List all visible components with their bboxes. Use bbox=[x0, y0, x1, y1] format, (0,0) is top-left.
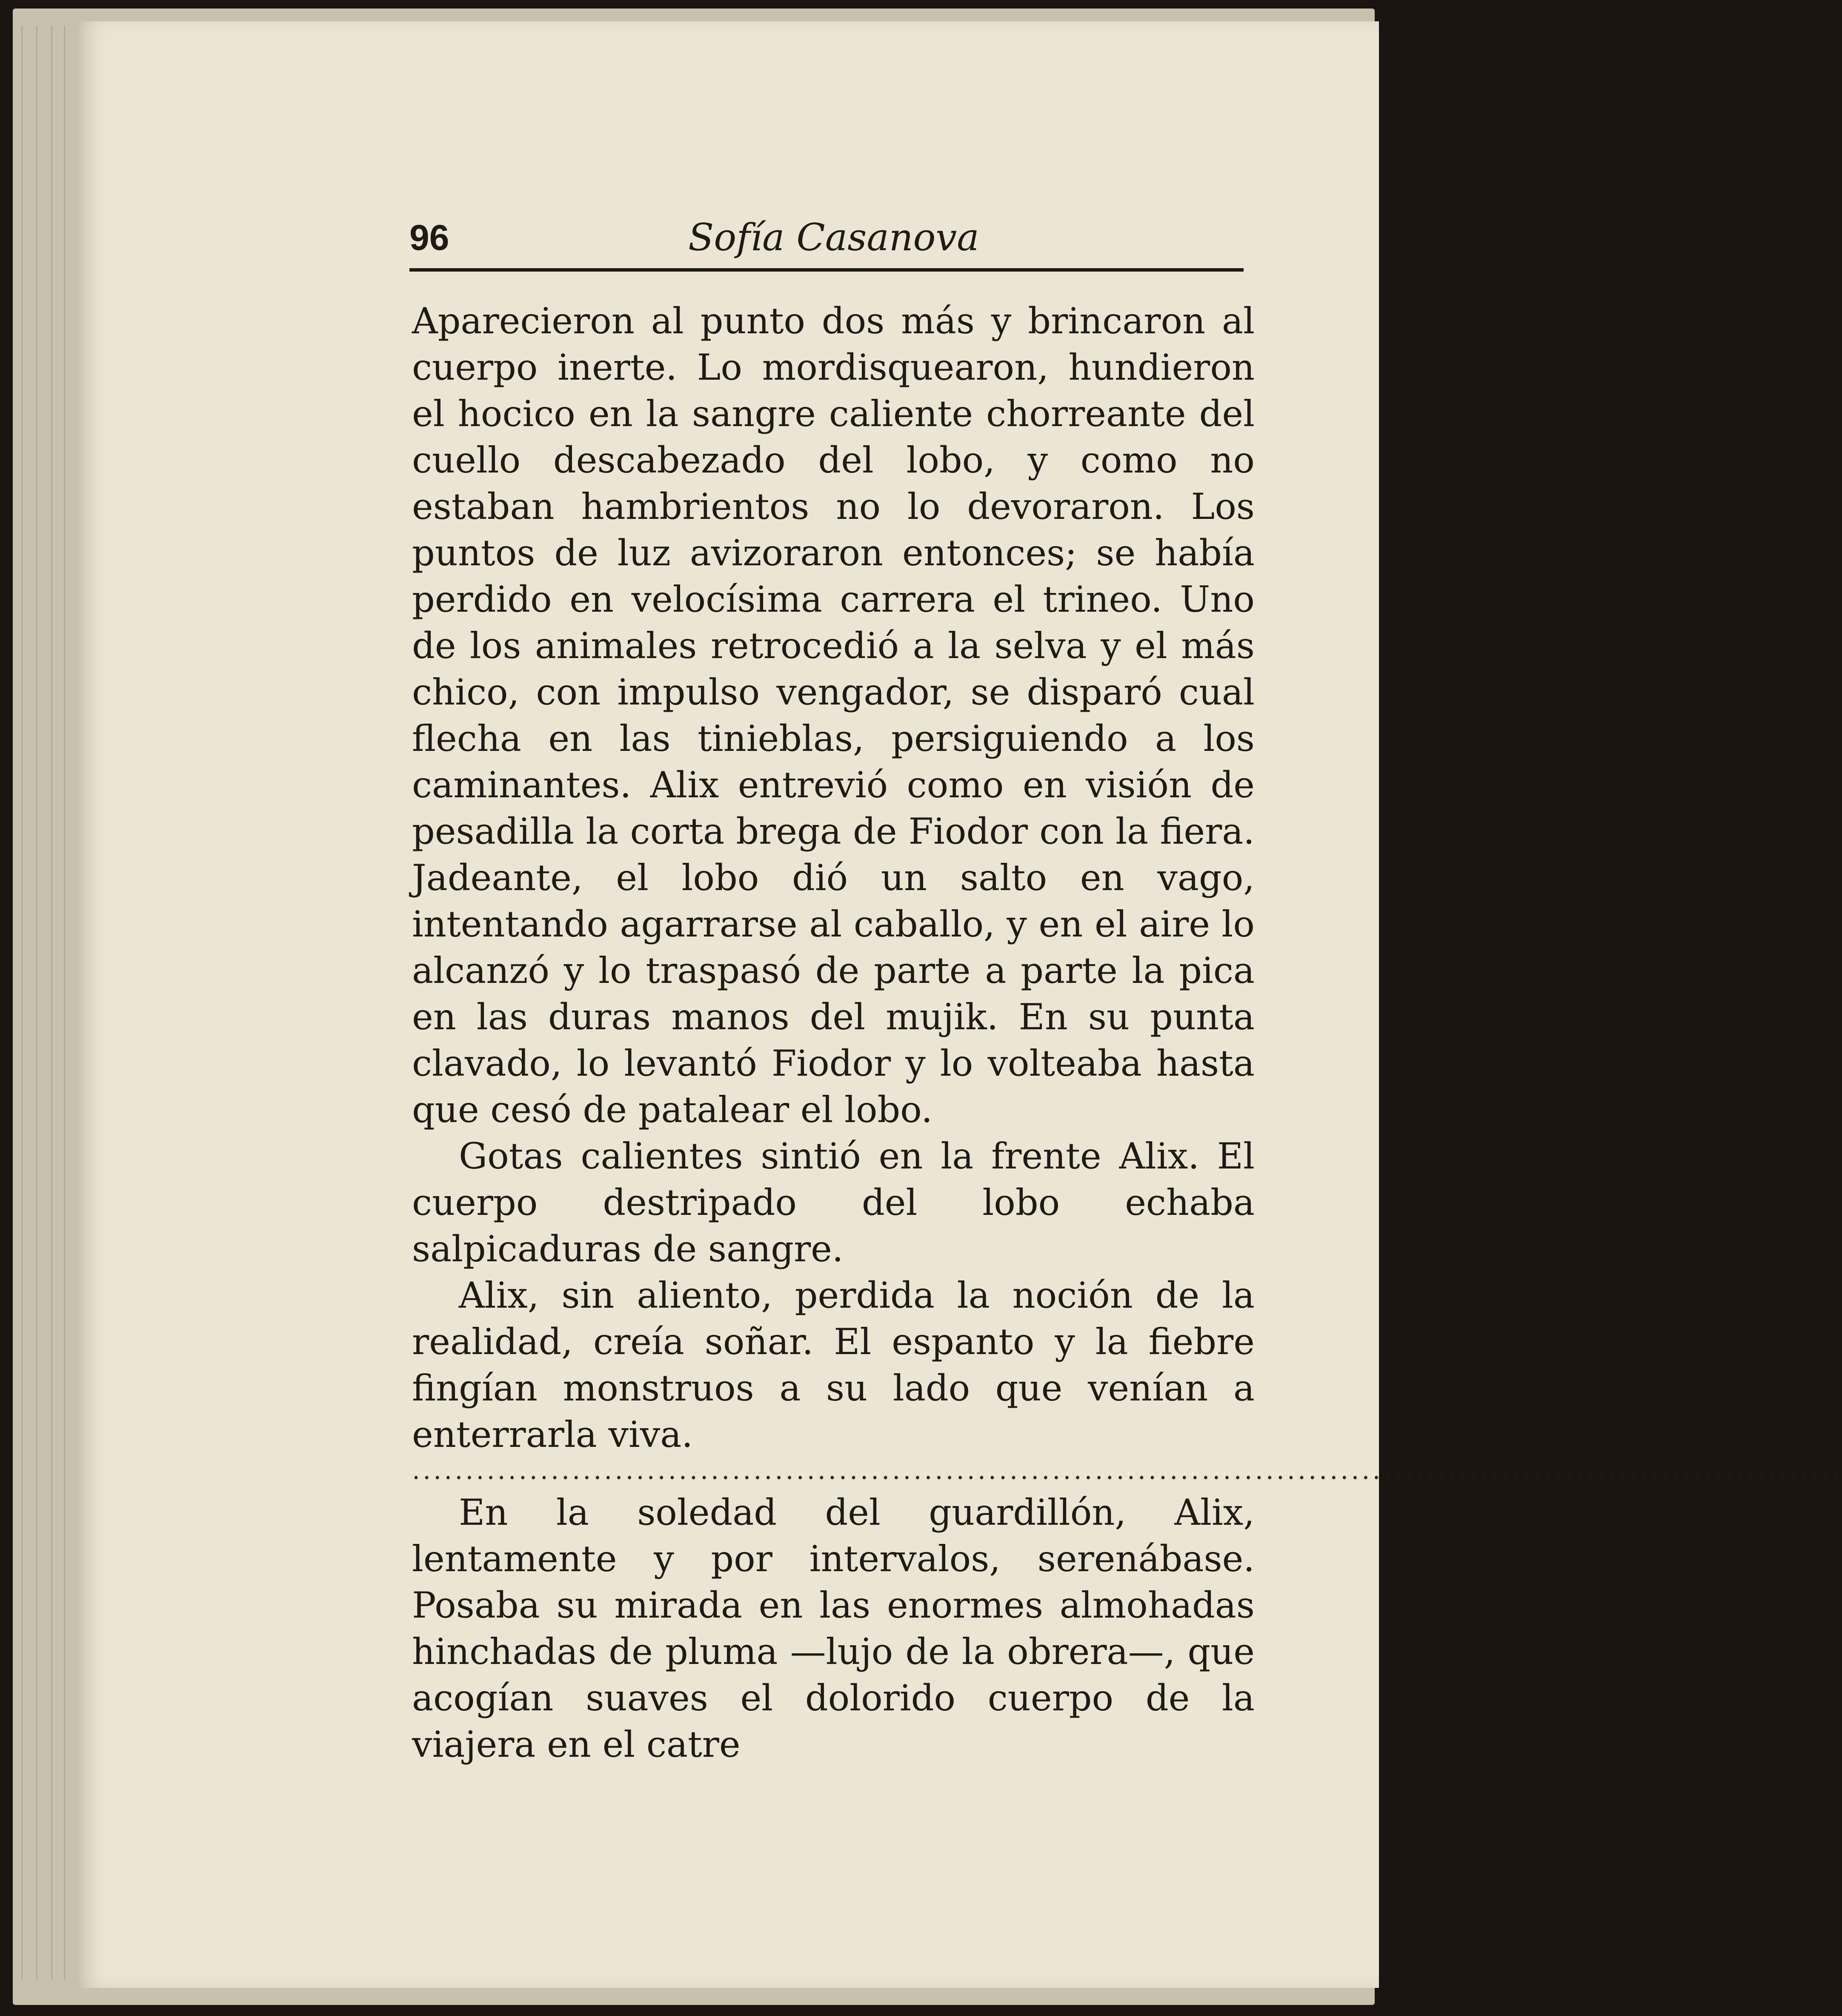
running-head: Sofía Casanova bbox=[688, 215, 979, 259]
page-number: 96 bbox=[409, 218, 449, 258]
page-header bbox=[409, 213, 1244, 272]
page-edge bbox=[21, 26, 23, 1979]
page-edge bbox=[51, 26, 52, 1979]
section-separator: ...................................................................................................................................... bbox=[412, 1455, 1842, 1485]
paragraph: Aparecieron al punto dos más y brincaron al cuerpo inerte. Lo mordisquearon, hundieron el hocico en la sangre caliente chorreante del cuello descabezado del lobo, y como no estaban hambrientos no lo devoraron. Los puntos de luz avizoraron entonces; se había perdido en velocísima carrera el trineo. Uno de los animales retrocedió a la selva y el más chico, con impulso vengador, se disparó cual flecha en las tinieblas, persiguiendo a los caminantes. Alix entrevió como en visión de pesadilla la corta brega de Fiodor con la fiera. Jadeante, el lobo dió un salto en vago, intentando agarrarse al caballo, y en el aire lo alcanzó y lo traspasó de parte a parte la pica en las duras manos del mujik. En su punta clavado, lo levantó Fiodor y lo volteaba hasta que cesó de patalear el lobo. bbox=[412, 300, 1255, 1131]
paragraph: Alix, sin aliento, perdida la noción de la realidad, creía soñar. El espanto y la fiebre fingían monstruos a su lado que venían a enterrarla viva. bbox=[412, 1274, 1255, 1455]
paragraph: Gotas calientes sintió en la frente Alix. El cuerpo destripado del lobo echaba salpicaduras de sangre. bbox=[412, 1135, 1255, 1270]
page-edge bbox=[36, 26, 37, 1979]
paragraph: En la soledad del guardillón, Alix, lentamente y por intervalos, serenábase. Posaba su mirada en las enormes almohadas hinchadas de pluma —lujo de la obrera—, que acogían suaves el dolorido cuerpo de la viajera en el catre bbox=[412, 1492, 1255, 1765]
page-edge bbox=[64, 26, 65, 1979]
body-text bbox=[412, 298, 1842, 1768]
